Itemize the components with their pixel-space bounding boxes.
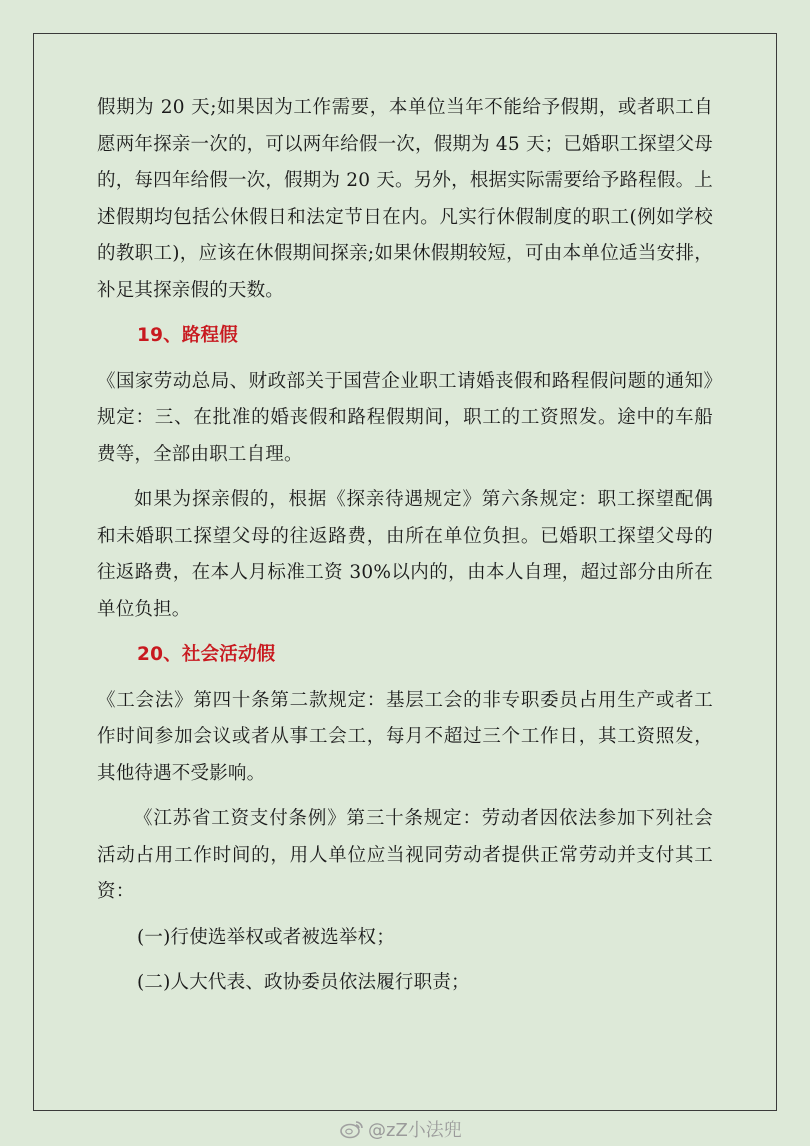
watermark-text: @zZ小法兜 [368,1120,462,1141]
list-item-voting-right: (一)行使选举权或者被选举权； [137,926,395,948]
section-heading-travel-leave: 19、路程假 [137,325,238,346]
paragraph-trade-union-law: 《工会法》第四十条第二款规定：基层工会的非专职委员占用生产或者工作时间参加会议或者从事工会工，每月不超过三个工作日，其工资照发，其他待遇不受影响。 [97,689,713,784]
document-body [97,90,713,1011]
weibo-icon [340,1119,364,1139]
paragraph-travel-leave-expenses: 如果为探亲假的，根据《探亲待遇规定》第六条规定：职工探望配偶和未婚职工探望父母的往返路费，由所在单位负担。已婚职工探望父母的往返路费，在本人月标准工资 30%以内的，由本人自理，超过部分由所在单位负担。 [97,489,713,620]
paragraph-jiangsu-wage-regulation: 《江苏省工资支付条例》第三十条规定：劳动者因依法参加下列社会活动占用工作时间的，用人单位应当视同劳动者提供正常劳动并支付其工资： [97,808,713,902]
section-heading-social-activity-leave: 20、社会活动假 [137,644,276,665]
watermark [340,1117,462,1141]
paragraph-home-leave-continued: 假期为 20 天;如果因为工作需要，本单位当年不能给予假期，或者职工自愿两年探亲一次的，可以两年给假一次，假期为 45 天；已婚职工探望父母的，每四年给假一次，假期为 20 天。另外，根据实际需要给予路程假。上述假期均包括公休假日和法定节日在内。凡实行休假制度的职工(例如学校的教职工)，应该在休假期间探亲;如果休假期较短，可由本单位适当安排，补足其探亲假的天数。 [97,97,713,301]
paragraph-travel-leave-notice: 《国家劳动总局、财政部关于国营企业职工请婚丧假和路程假问题的通知》规定：三、在批准的婚丧假和路程假期间，职工的工资照发。途中的车船费等，全部由职工自理。 [97,370,713,465]
list-item-representative-duties: (二)人大代表、政协委员依法履行职责； [137,972,470,993]
